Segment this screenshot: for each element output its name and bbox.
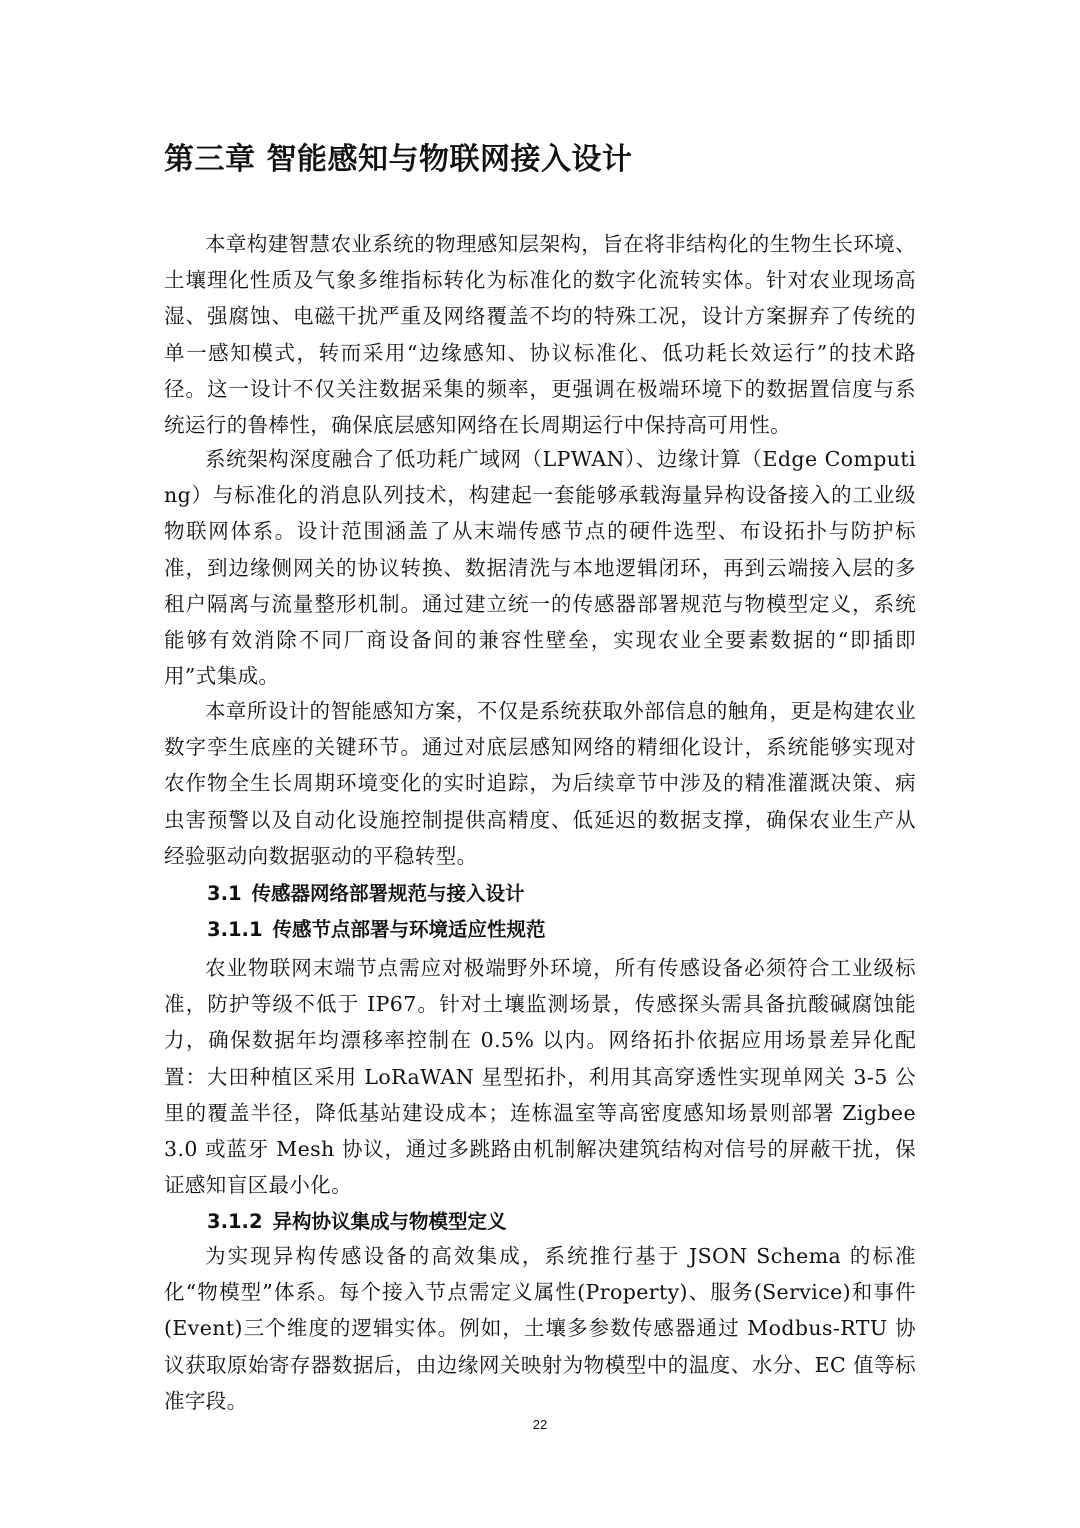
page-number: 22 <box>532 1417 548 1432</box>
chapter-title: 第三章 智能感知与物联网接入设计 <box>164 142 633 177</box>
section-heading-3-1 <box>207 877 907 911</box>
subsection-number: 3.1.2 <box>207 1210 263 1233</box>
intro-paragraph-1: 本章构建智慧农业系统的物理感知层架构，旨在将非结构化的生物生长环境、土壤理化性质及气象多维指标转化为标准化的数字化流转实体。针对农业现场高湿、强腐蚀、电磁干扰严重及网络覆盖不均的特殊工况，设计方案摒弃了传统的单一感知模式，转而采用“边缘感知、协议标准化、低功耗长效运行”的技术路径。这一设计不仅关注数据采集的频率，更强调在极端环境下的数据置信度与系统运行的鲁棒性，确保底层感知网络在长周期运行中保持高可用性。 <box>164 232 916 438</box>
section-number: 3.1 <box>207 882 242 905</box>
subsection-title: 传感节点部署与环境适应性规范 <box>272 918 546 941</box>
intro-paragraph-3: 本章所设计的智能感知方案，不仅是系统获取外部信息的触角，更是构建农业数字孪生底座的关键环节。通过对底层感知网络的精细化设计，系统能够实现对农作物全生长周期环境变化的实时追踪，为后续章节中涉及的精准灌溉决策、病虫害预警以及自动化设施控制提供高精度、低延迟的数据支撑，确保农业生产从经验驱动向数据驱动的平稳转型。 <box>164 699 916 868</box>
subsection-heading-3-1-2 <box>207 1205 907 1239</box>
subsection-title: 异构协议集成与物模型定义 <box>272 1210 507 1233</box>
section-title: 传感器网络部署规范与接入设计 <box>251 882 525 905</box>
subsection-number: 3.1.1 <box>207 918 263 941</box>
subsection-3-1-2-paragraph: 为实现异构传感设备的高效集成，系统推行基于 JSON Schema 的标准化“物模型”体系。每个接入节点需定义属性(Property)、服务(Service)和事件(Event)三个维度的逻辑实体。例如，土壤多参数传感器通过 Modbus-RTU 协议获取原始寄存器数据后，由边缘网关映射为物模型中的温度、水分、EC 值等标准字段。 <box>164 1244 917 1413</box>
intro-paragraph-2: 系统架构深度融合了低功耗广域网（LPWAN）、边缘计算（Edge Computing）与标准化的消息队列技术，构建起一套能够承载海量异构设备接入的工业级物联网体系。设计范围涵盖了从末端传感节点的硬件选型、布设拓扑与防护标准，到边缘侧网关的协议转换、数据清洗与本地逻辑闭环，再到云端接入层的多租户隔离与流量整形机制。通过建立统一的传感器部署规范与物模型定义，系统能够有效消除不同厂商设备间的兼容性壁垒，实现农业全要素数据的“即插即用”式集成。 <box>164 447 916 689</box>
subsection-3-1-1-paragraph: 农业物联网末端节点需应对极端野外环境，所有传感设备必须符合工业级标准，防护等级不低于 IP67。针对土壤监测场景，传感探头需具备抗酸碱腐蚀能力，确保数据年均漂移率控制在 0.5% 以内。网络拓扑依据应用场景差异化配置：大田种植区采用 LoRaWAN 星型拓扑，利用其高穿透性实现单网关 3-5 公里的覆盖半径，降低基站建设成本；连栋温室等高密度感知场景则部署 Zigbee 3.0 或蓝牙 Mesh 协议，通过多跳路由机制解决建筑结构对信号的屏蔽干扰，保证感知盲区最小化。 <box>164 956 916 1198</box>
subsection-heading-3-1-1 <box>207 913 907 947</box>
